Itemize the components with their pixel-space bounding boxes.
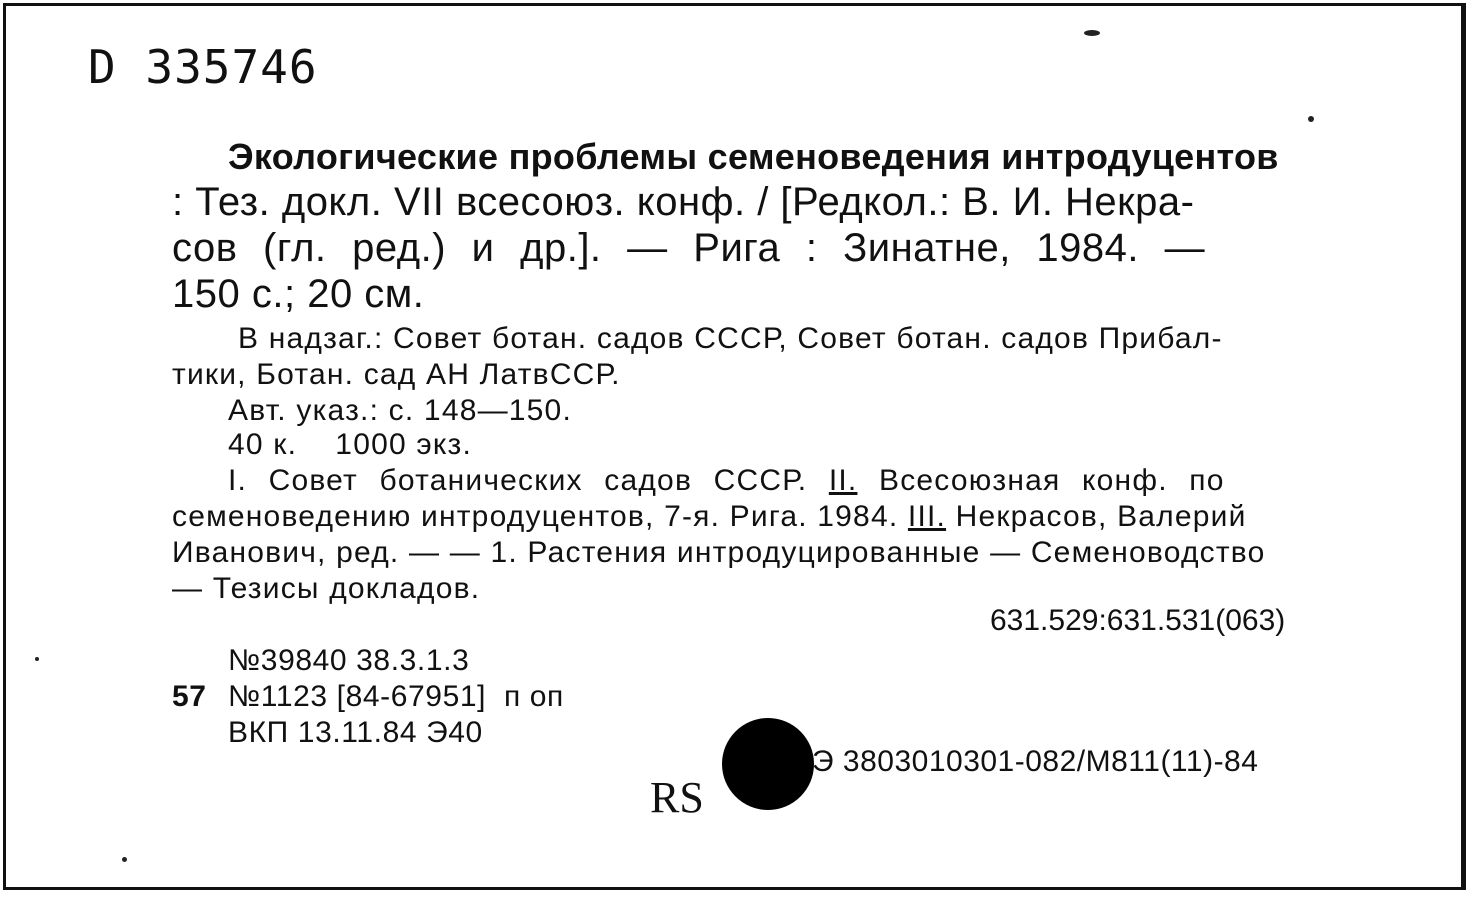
note-line-1: В надзаг.: Совет ботан. садов СССР, Совет ботан. садов Прибал- bbox=[238, 322, 1223, 355]
registry-line-1: №39840 38.3.1.3 bbox=[228, 644, 470, 677]
book-title: Экологические проблемы семеноведения интродуцентов bbox=[228, 136, 1279, 177]
subject-3: Некрасов, Валерий bbox=[955, 500, 1247, 533]
rs-mark: RS bbox=[650, 773, 704, 822]
subject-line-3: Иванович, ред. — — 1. Растения интродуцированные — Семеноводство bbox=[172, 536, 1266, 569]
subject-line-2 bbox=[172, 500, 1247, 534]
subject-2: Всесоюзная конф. по bbox=[879, 464, 1225, 497]
registry-prefix: 57 bbox=[172, 680, 207, 713]
ink-speck bbox=[1308, 116, 1314, 122]
subject-2-cont: семеноведению интродуцентов, 7-я. Рига. 1984. bbox=[172, 500, 899, 533]
imprint-line-1: : Тез. докл. VII всесоюз. конф. / [Редкол.: В. И. Некра- bbox=[172, 180, 1195, 224]
ink-speck bbox=[1084, 30, 1100, 36]
note-price: 40 к. 1000 экз. bbox=[228, 428, 473, 461]
subject-line-4: — Тезисы докладов. bbox=[172, 572, 481, 605]
punch-hole bbox=[722, 718, 814, 810]
price-code: Э 3803010301-082/М811(11)-84 bbox=[812, 745, 1259, 778]
note-index: Авт. указ.: с. 148—150. bbox=[228, 394, 572, 427]
call-number: D 335746 bbox=[88, 40, 318, 94]
note-line-2: тики, Ботан. сад АН ЛатвССР. bbox=[172, 358, 621, 391]
imprint-line-3: 150 с.; 20 см. bbox=[172, 272, 425, 316]
imprint-line-2: сов (гл. ред.) и др.]. — Рига : Зинатне, 1984. — bbox=[172, 226, 1206, 270]
registry-line-3: ВКП 13.11.84 Э40 bbox=[228, 716, 483, 749]
ink-speck bbox=[122, 857, 127, 862]
registry-line-2: №1123 [84-67951] п оп bbox=[228, 680, 564, 713]
roman-numeral-2: II. bbox=[828, 464, 858, 497]
subject-line-1 bbox=[228, 464, 1225, 498]
roman-numeral-3: III. bbox=[907, 500, 947, 533]
udk-code: 631.529:631.531(063) bbox=[990, 604, 1286, 637]
subject-1: I. Совет ботанических садов СССР. bbox=[228, 464, 808, 497]
ink-speck bbox=[35, 657, 39, 661]
